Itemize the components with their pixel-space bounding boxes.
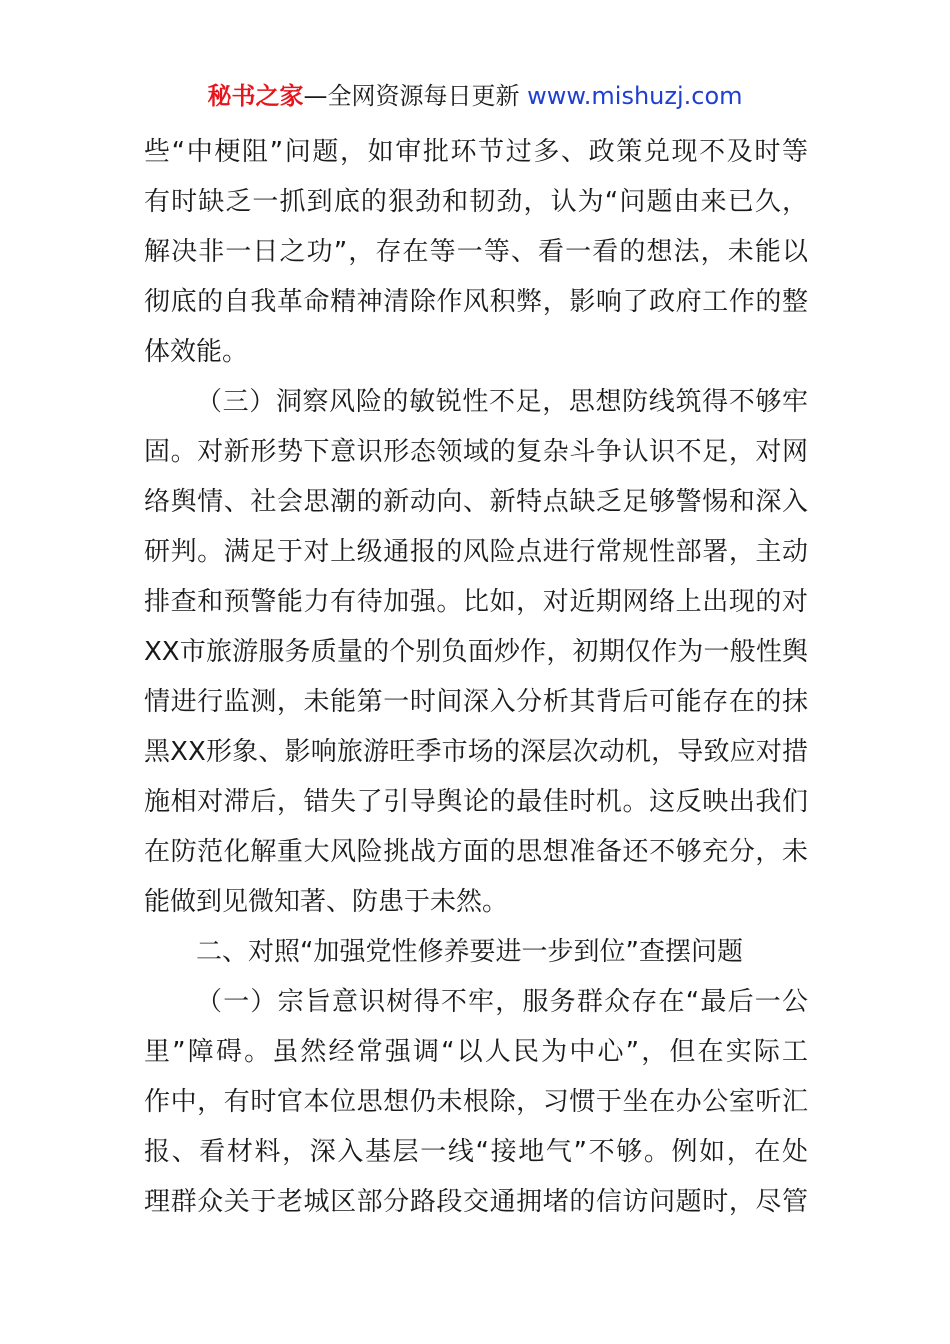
paragraph-start-line: （一）宗旨意识树得不牢，服务群众存在“最后一公: [196, 987, 808, 1017]
text-line: 彻底的自我革命精神清除作风积弊，影响了政府工作的整: [144, 287, 808, 317]
text-line: 有时缺乏一抓到底的狠劲和韧劲，认为“问题由来已久，: [144, 187, 808, 217]
document-body: [144, 127, 808, 1227]
text-line: 研判。满足于对上级通报的风险点进行常规性部署，主动: [144, 537, 808, 567]
section-heading: 二、对照“加强党性修养要进一步到位”查摆问题: [196, 937, 743, 967]
site-brand: 秘书之家: [207, 82, 304, 110]
site-url-link[interactable]: www.mishuzj.com: [527, 82, 743, 110]
text-line: 络舆情、社会思潮的新动向、新特点缺乏足够警惕和深入: [144, 487, 808, 517]
text-line: 能做到见微知著、防患于未然。: [144, 887, 509, 917]
text-line: 里”障碍。虽然经常强调“以人民为中心”，但在实际工: [144, 1037, 808, 1067]
text-line: XX市旅游服务质量的个别负面炒作，初期仅作为一般性舆: [144, 637, 808, 667]
text-line: 施相对滞后，错失了引导舆论的最佳时机。这反映出我们: [144, 787, 808, 817]
text-line: 报、看材料，深入基层一线“接地气”不够。例如，在处: [144, 1137, 808, 1167]
text-line: 些“中梗阻”问题，如审批环节过多、政策兑现不及时等: [144, 137, 808, 167]
text-line: 解决非一日之功”，存在等一等、看一看的想法，未能以: [144, 237, 808, 267]
site-slogan: —全网资源每日更新: [303, 82, 528, 110]
text-line: 情进行监测，未能第一时间深入分析其背后可能存在的抹: [144, 687, 808, 717]
text-line: 黑XX形象、影响旅游旺季市场的深层次动机，导致应对措: [144, 737, 808, 767]
text-line: 理群众关于老城区部分路段交通拥堵的信访问题时，尽管: [144, 1187, 808, 1217]
paragraph-start-line: （三）洞察风险的敏锐性不足，思想防线筑得不够牢: [196, 387, 808, 417]
text-line: 作中，有时官本位思想仍未根除，习惯于坐在办公室听汇: [144, 1087, 808, 1117]
text-line: 排查和预警能力有待加强。比如，对近期网络上出现的对: [144, 587, 808, 617]
site-header: [0, 80, 950, 112]
text-line: 体效能。: [144, 337, 249, 367]
text-line: 固。对新形势下意识形态领域的复杂斗争认识不足，对网: [144, 437, 808, 467]
text-line: 在防范化解重大风险挑战方面的思想准备还不够充分，未: [144, 837, 808, 867]
